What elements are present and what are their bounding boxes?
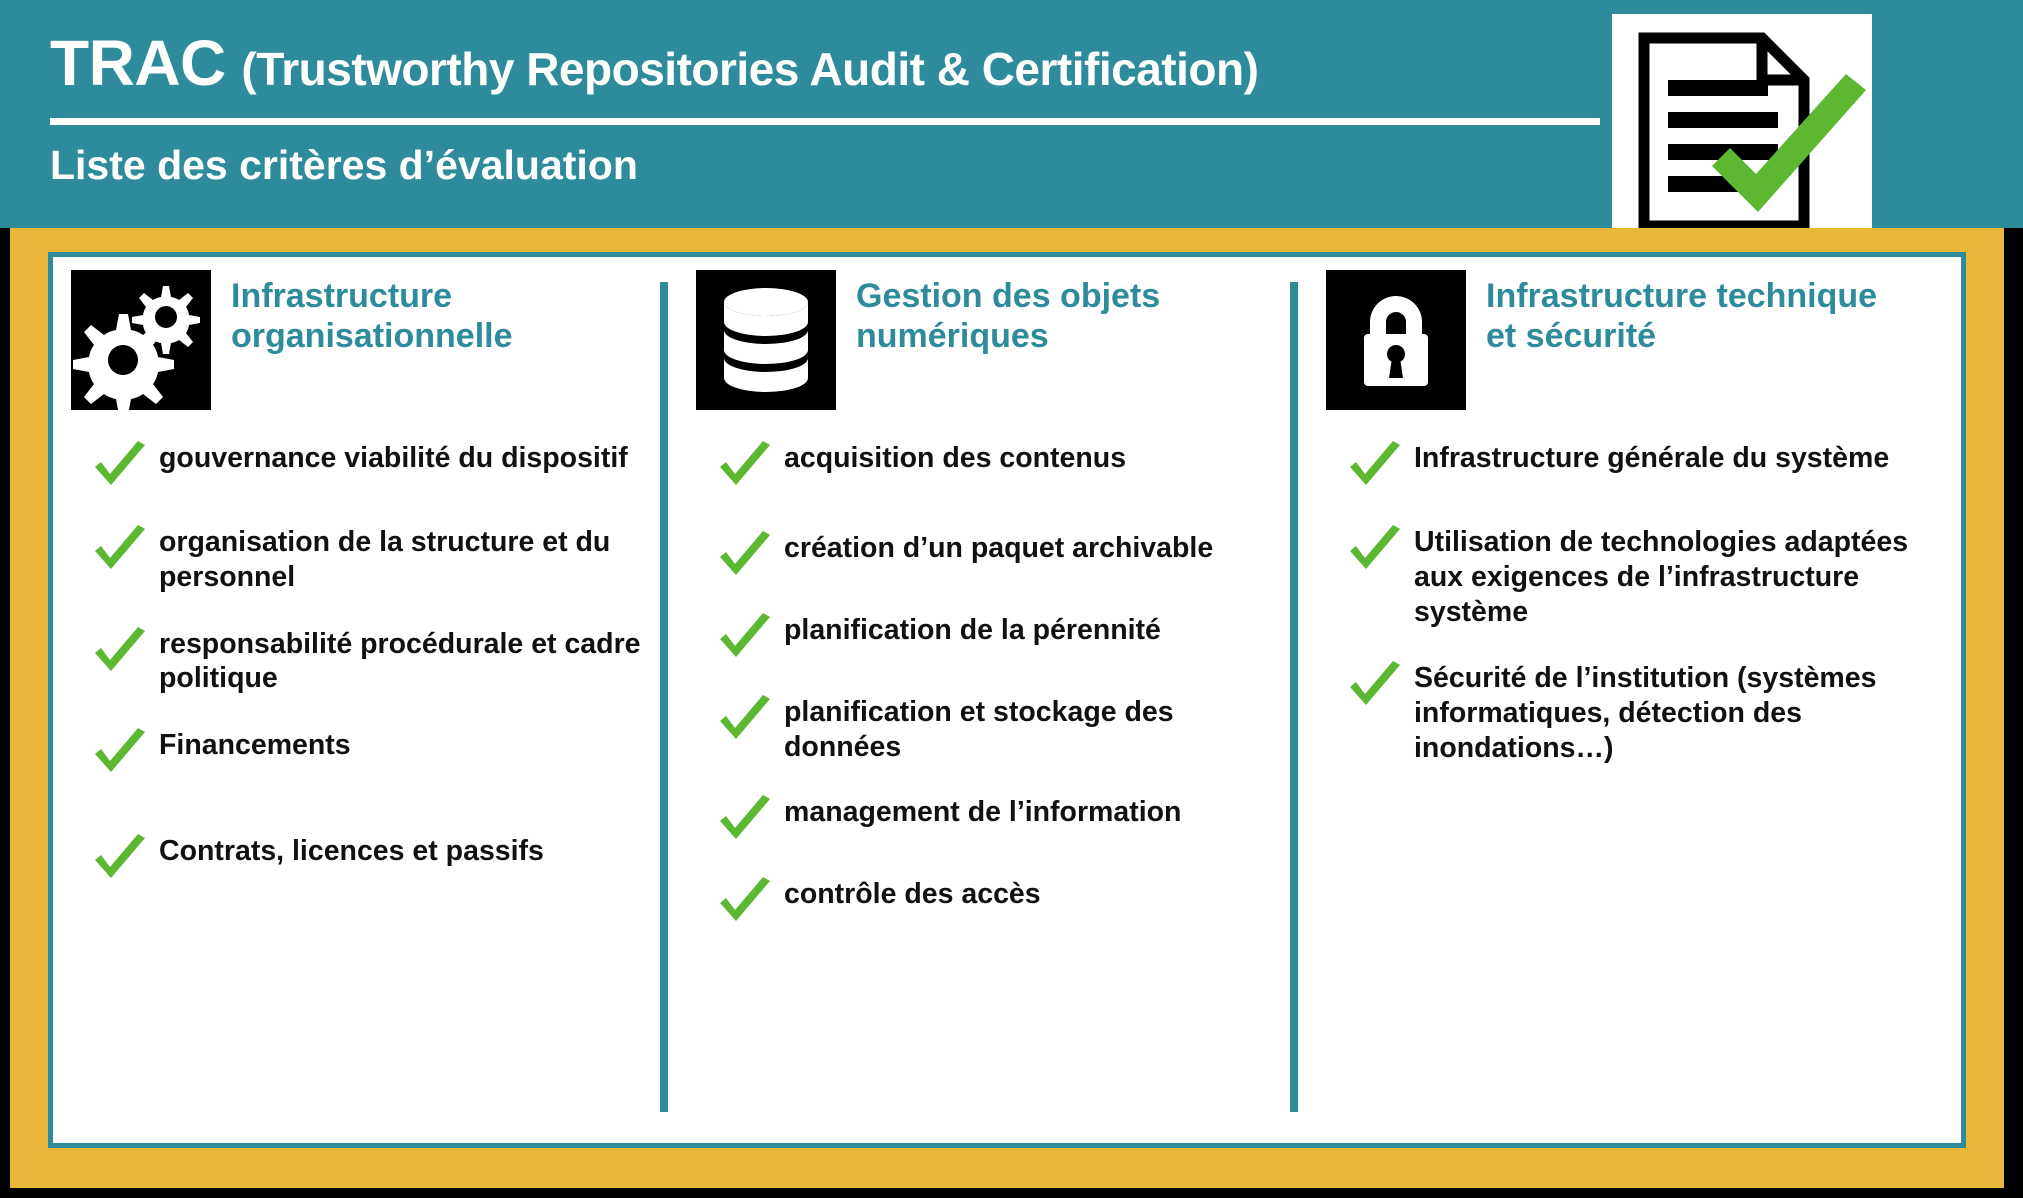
list-item <box>716 875 1286 929</box>
criteria-list <box>43 439 668 886</box>
list-item <box>1346 523 1939 629</box>
page-subtitle: Liste des critères d’évaluation <box>50 142 638 188</box>
list-item-label: responsabilité procédurale et cadre politique <box>159 627 641 695</box>
column-technical-infrastructure-security <box>1298 252 1951 1140</box>
list-item-label: contrôle des accès <box>784 877 1041 910</box>
list-item-label: planification de la pérennité <box>784 614 1161 646</box>
column-header <box>43 252 668 427</box>
list-item-label: création d’un paquet archivable <box>784 532 1214 564</box>
list-item <box>716 693 1286 765</box>
list-item <box>716 529 1286 583</box>
column-organisational-infrastructure <box>43 252 668 1140</box>
criteria-columns <box>43 252 1951 1140</box>
list-item <box>91 832 656 886</box>
check-icon <box>91 525 153 577</box>
check-icon <box>1346 525 1408 577</box>
title-expansion: (Trustworthy Repositories Audit & Certification) <box>241 43 1259 95</box>
title-acronym: TRAC <box>50 27 226 99</box>
list-item <box>91 439 656 493</box>
list-item <box>91 625 656 697</box>
list-item-label: acquisition des contenus <box>784 442 1127 474</box>
check-icon <box>716 613 778 665</box>
list-item <box>716 611 1286 665</box>
check-icon <box>91 441 153 493</box>
list-item-label: Infrastructure générale du système <box>1414 442 1890 474</box>
column-header <box>1298 252 1951 427</box>
lock-icon <box>1326 270 1466 410</box>
list-item <box>91 523 656 595</box>
column-title: Infrastructure technique et sécurité <box>1486 277 1878 356</box>
column-digital-objects-management <box>668 252 1298 1140</box>
column-divider <box>1290 282 1298 1112</box>
check-icon <box>91 627 153 679</box>
check-icon <box>716 441 778 493</box>
list-item <box>1346 659 1939 765</box>
list-item-label: Contrats, licences et passifs <box>159 835 544 868</box>
list-item <box>716 793 1286 847</box>
list-item-label: planification et stockage des données <box>784 696 1174 763</box>
gears-icon <box>71 270 211 410</box>
column-title: Infrastructure organisationnelle <box>231 277 513 356</box>
database-icon <box>696 270 836 410</box>
list-item-label: gouvernance viabilité du dispositif <box>159 442 628 474</box>
list-item-label: Sécurité de l’institution (systèmes informatiques, détection des inondations…) <box>1414 662 1877 764</box>
check-icon <box>91 834 153 886</box>
check-icon <box>716 877 778 929</box>
check-icon <box>716 531 778 583</box>
check-icon <box>91 728 153 780</box>
criteria-list <box>1298 439 1951 766</box>
list-item <box>91 726 656 780</box>
green-check-icon <box>1700 74 1880 254</box>
check-icon <box>716 695 778 747</box>
list-item-label: management de l’information <box>784 795 1182 828</box>
list-item <box>1346 439 1939 493</box>
list-item-label: organisation de la structure et du personnel <box>159 526 611 593</box>
column-divider <box>660 282 668 1112</box>
column-title: Gestion des objets numériques <box>856 277 1161 356</box>
page-title <box>50 26 1258 100</box>
check-icon <box>1346 441 1408 493</box>
list-item <box>716 439 1286 493</box>
check-icon <box>716 795 778 847</box>
badge <box>1612 14 1872 264</box>
header-divider <box>50 118 1600 125</box>
list-item-label: Financements <box>159 729 351 762</box>
column-header <box>668 252 1298 427</box>
check-icon <box>1346 661 1408 713</box>
list-item-label: Utilisation de technologies adaptées aux exigences de l’infrastructure système <box>1414 526 1909 628</box>
criteria-list <box>668 439 1298 929</box>
